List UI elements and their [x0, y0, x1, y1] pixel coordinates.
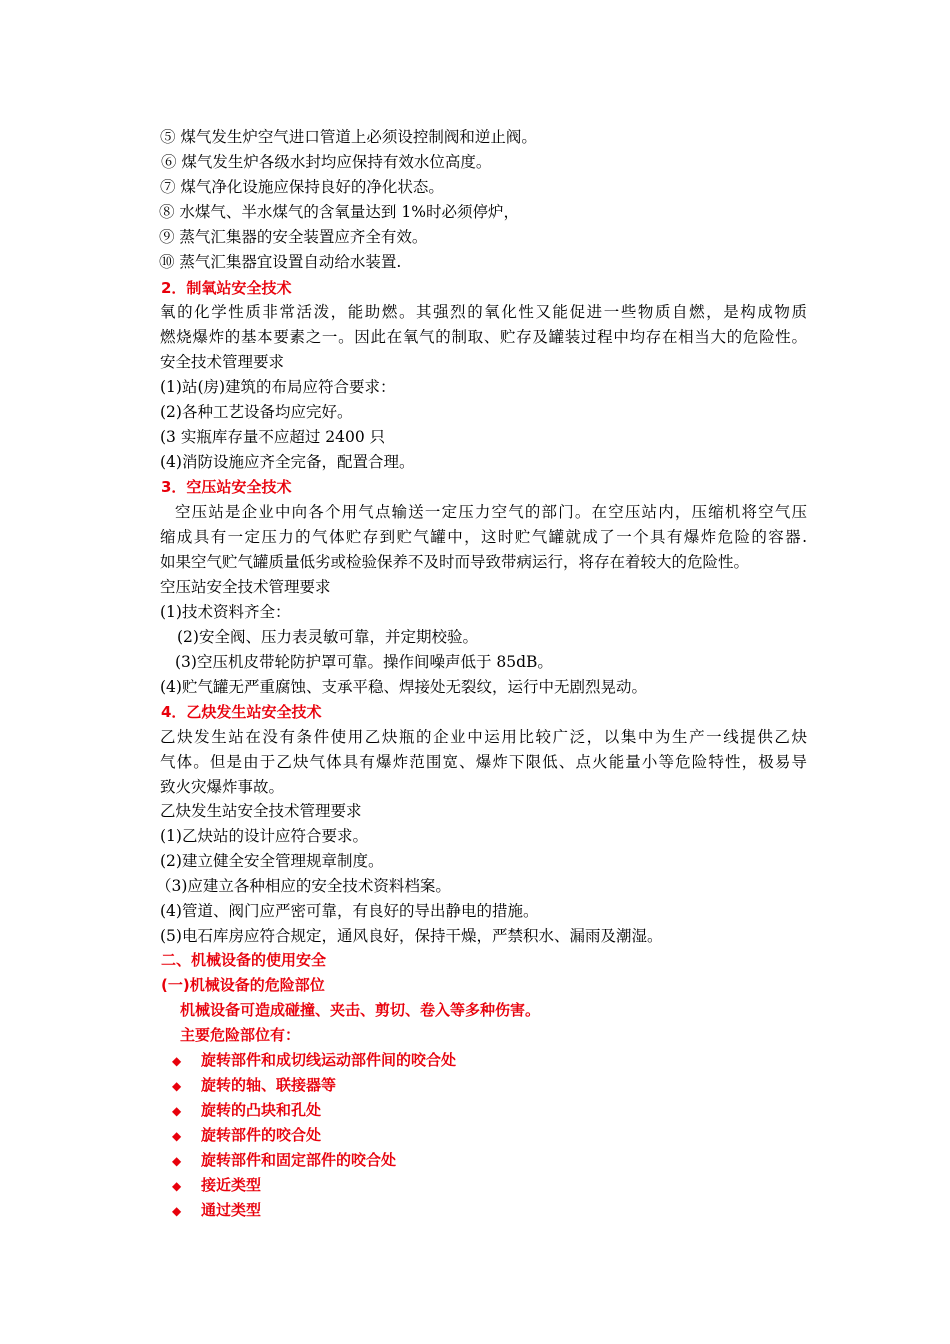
list-item: (1)站(房)建筑的布局应符合要求：	[160, 378, 396, 396]
list-item: (1)技术资料齐全：	[160, 603, 291, 621]
list-item: ⑤ 煤气发生炉空气进口管道上必须设控制阀和逆止阀。	[160, 128, 537, 146]
list-item: ⑨ 蒸气汇集器的安全装置应齐全有效。	[159, 228, 428, 246]
list-item: (3 实瓶库存量不应超过 2400 只	[160, 428, 386, 446]
diamond-bullet-icon: ◆	[172, 1179, 182, 1193]
diamond-bullet-icon: ◆	[172, 1104, 182, 1118]
list-item: 旋转部件和固定部件的咬合处	[201, 1151, 397, 1169]
diamond-bullet-icon: ◆	[172, 1204, 182, 1218]
list-item: 通过类型	[201, 1201, 262, 1219]
paragraph-line: 致火灾爆炸事故。	[160, 778, 285, 796]
section-heading: 2．制氧站安全技术	[161, 279, 292, 297]
list-item: (1)乙炔站的设计应符合要求。	[160, 827, 368, 845]
section-heading: 4．乙炔发生站安全技术	[161, 703, 322, 721]
chapter-heading: 二、机械设备的使用安全	[161, 951, 327, 969]
list-item: ⑦ 煤气净化设施应保持良好的净化状态。	[160, 178, 444, 196]
paragraph-line: 燃烧爆炸的基本要素之一。因此在氧气的制取、贮存及罐装过程中均存在相当大的危险性。	[160, 328, 807, 346]
diamond-bullet-icon: ◆	[172, 1154, 182, 1168]
list-item: (2)安全阀、压力表灵敏可靠，并定期校验。	[177, 628, 478, 646]
list-item: 接近类型	[201, 1176, 262, 1194]
list-item: 旋转部件的咬合处	[201, 1126, 322, 1144]
list-item: （3)应建立各种相应的安全技术资料档案。	[156, 877, 451, 895]
list-item: ⑧ 水煤气、半水煤气的含氧量达到 1%时必须停炉，	[159, 203, 519, 221]
list-item: (4)消防设施应齐全完备，配置合理。	[160, 453, 415, 471]
list-item: ⑥ 煤气发生炉各级水封均应保持有效水位高度。	[161, 153, 492, 171]
list-item: (4)贮气罐无严重腐蚀、支承平稳、焊接处无裂纹，运行中无剧烈晃动。	[160, 678, 647, 696]
paragraph-line: 如果空气贮气罐质量低劣或检验保养不及时而导致带病运行，将存在着较大的危险性。	[160, 553, 750, 571]
diamond-bullet-icon: ◆	[172, 1054, 182, 1068]
intro-text: 机械设备可造成碰撞、夹击、剪切、卷入等多种伤害。	[180, 1001, 541, 1019]
paragraph-line: 缩成具有一定压力的气体贮存到贮气罐中，这时贮气罐就成了一个具有爆炸危险的容器.	[160, 528, 807, 546]
paragraph-line: 氧的化学性质非常活泼，能助燃。其强烈的氧化性又能促进一些物质自燃，是构成物质	[160, 303, 807, 321]
list-item: (2)建立健全安全管理规章制度。	[160, 852, 384, 870]
section-heading: 3．空压站安全技术	[161, 478, 292, 496]
list-item: 旋转的凸块和孔处	[201, 1101, 322, 1119]
list-item: (5)电石库房应符合规定，通风良好，保持干燥，严禁积水、漏雨及潮湿。	[160, 927, 663, 945]
subsection-heading: (一)机械设备的危险部位	[161, 976, 325, 994]
lead-text: 主要危险部位有：	[180, 1026, 301, 1044]
diamond-bullet-icon: ◆	[172, 1129, 182, 1143]
requirements-title: 安全技术管理要求	[160, 353, 285, 371]
paragraph-line: 气体。但是由于乙炔气体具有爆炸范围宽、爆炸下限低、点火能量小等危险特性，极易导	[160, 753, 807, 771]
list-item: ⑩ 蒸气汇集器宜设置自动给水装置.	[159, 253, 402, 271]
list-item: (2)各种工艺设备均应完好。	[160, 403, 353, 421]
requirements-title: 乙炔发生站安全技术管理要求	[160, 802, 362, 820]
list-item: (4)管道、阀门应严密可靠，有良好的导出静电的措施。	[160, 902, 539, 920]
list-item: 旋转部件和成切线运动部件间的咬合处	[201, 1051, 457, 1069]
list-item: (3)空压机皮带轮防护罩可靠。操作间噪声低于 85dB。	[175, 653, 553, 671]
list-item: 旋转的轴、联接器等	[201, 1076, 337, 1094]
paragraph-line: 空压站是企业中向各个用气点输送一定压力空气的部门。在空压站内，压缩机将空气压	[175, 503, 807, 521]
requirements-title: 空压站安全技术管理要求	[160, 578, 331, 596]
diamond-bullet-icon: ◆	[172, 1079, 182, 1093]
paragraph-line: 乙炔发生站在没有条件使用乙炔瓶的企业中运用比较广泛，以集中为生产一线提供乙炔	[160, 728, 807, 746]
